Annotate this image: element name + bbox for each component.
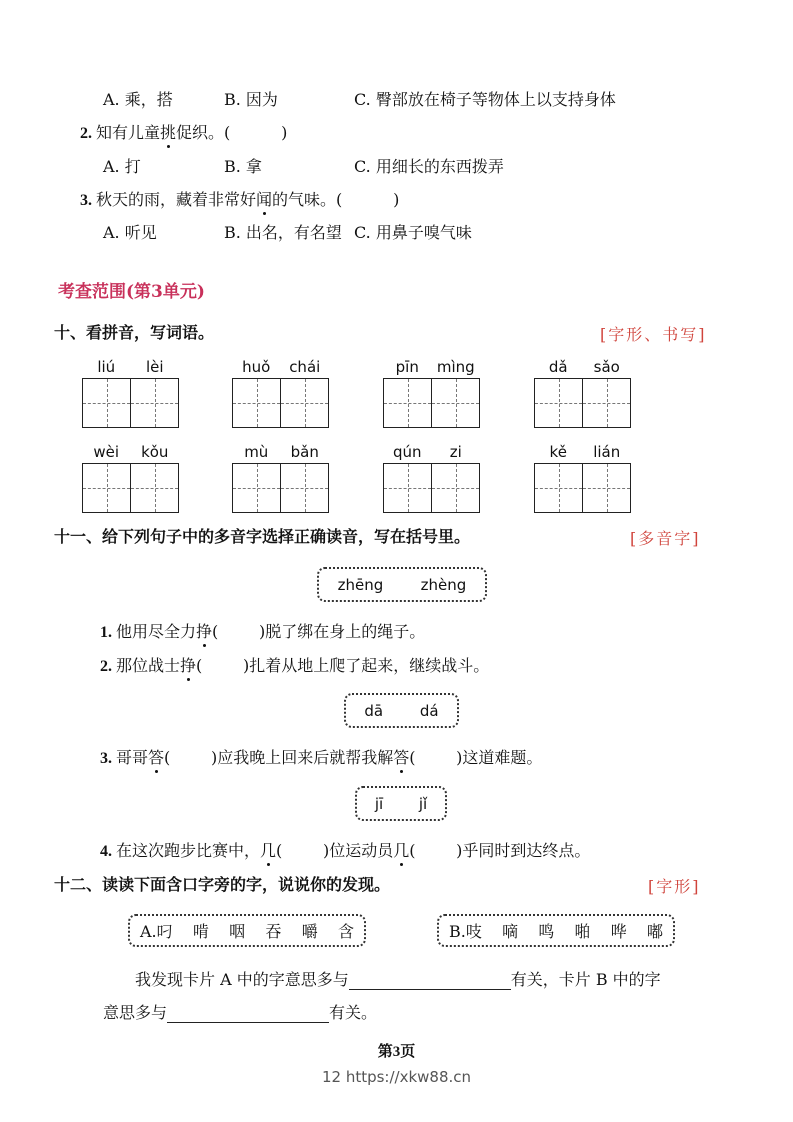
sentence-text: 的气味。( ): [272, 190, 400, 209]
sentence-text: ( )位运动员: [276, 841, 394, 860]
question-2: [80, 123, 287, 144]
s10-heading: 十、看拼音，写词语。: [54, 323, 215, 342]
pinyin-syllable: lèi: [145, 358, 164, 376]
pinyin-choice: dā: [364, 701, 384, 720]
question-number: 2.: [100, 658, 116, 675]
sentence-text: 知有儿童: [96, 123, 161, 142]
pinyin-syllable: pīn: [395, 358, 419, 376]
pinyin-syllable: liú: [97, 358, 116, 376]
pinyin-choice: dá: [419, 701, 439, 720]
answer-blank-b[interactable]: [167, 1004, 329, 1023]
tian-zi-ge-cell[interactable]: [535, 464, 582, 512]
word-writing-box: [534, 358, 631, 428]
discovery-line-1: [135, 970, 661, 990]
word-writing-box: [383, 358, 480, 428]
tian-zi-ge-cell[interactable]: [130, 464, 178, 512]
sentence-text: 哥哥: [116, 748, 149, 767]
word-writing-box: [534, 443, 631, 513]
pinyin-choice: jǐ: [418, 794, 428, 813]
emphasized-char: 答: [393, 748, 410, 767]
pinyin-syllable: zi: [449, 443, 462, 461]
text: 有关，卡片 B 中的字: [510, 970, 661, 989]
pinyin-syllable: mù: [244, 443, 269, 461]
discovery-line-2: [103, 1003, 377, 1023]
q1-option-a: A. 乘，搭: [103, 90, 173, 109]
pinyin-choice: zhèng: [420, 575, 467, 594]
pinyin-syllable: kǒu: [141, 443, 169, 461]
tian-zi-ge-cell[interactable]: [582, 464, 630, 512]
text: 我发现卡片 A 中的字意思多与: [135, 970, 349, 989]
pinyin-syllable: wèi: [93, 443, 120, 461]
card-character: 咽: [229, 922, 246, 941]
tian-zi-ge-cell[interactable]: [83, 464, 130, 512]
emphasized-char: 闻: [256, 190, 273, 209]
sentence-text: 在这次跑步比赛中，: [116, 841, 261, 860]
s11-tag: [多音字]: [630, 529, 701, 548]
card-character: 啃: [192, 922, 209, 941]
tian-zi-ge-cell[interactable]: [431, 464, 479, 512]
q2-option-b: B. 拿: [224, 157, 262, 176]
pinyin-choice: jī: [374, 794, 384, 813]
pinyin-syllable: kě: [549, 443, 567, 461]
pinyin-choice-box-2: [344, 693, 459, 728]
q1-option-b: B. 因为: [224, 90, 278, 109]
q2-option-c: C. 用细长的东西拨弄: [354, 157, 504, 176]
pinyin-syllable: sǎo: [593, 358, 620, 376]
emphasized-char: 挣: [196, 622, 213, 641]
word-writing-box: [82, 443, 179, 513]
card-a: [128, 914, 366, 947]
q2-option-a: A. 打: [103, 157, 141, 176]
text: 有关。: [329, 1003, 378, 1022]
s10-tag: [字形、书写]: [600, 325, 707, 344]
pinyin-syllable: mìng: [436, 358, 475, 376]
pinyin-syllable: huǒ: [242, 358, 271, 376]
sentence-text: ( )扎着从地上爬了起来，继续战斗。: [196, 656, 490, 675]
sentence-text: ( )脱了绑在身上的绳子。: [212, 622, 426, 641]
tian-zi-ge-cell[interactable]: [582, 379, 630, 427]
sentence-text: 促织。( ): [176, 123, 288, 142]
question-number: 1.: [100, 624, 116, 641]
sentence-text: 他用尽全力: [116, 622, 197, 641]
tian-zi-ge-cell[interactable]: [535, 379, 582, 427]
tian-zi-ge-cell[interactable]: [233, 464, 280, 512]
card-character: 嘀: [502, 922, 519, 941]
card-character: 哗: [610, 922, 627, 941]
tian-zi-ge-cell[interactable]: [384, 464, 431, 512]
sentence-text: 那位战士: [116, 656, 181, 675]
answer-blank-a[interactable]: [349, 971, 511, 990]
emphasized-char: 挑: [160, 123, 177, 142]
question-number: 2.: [80, 125, 96, 142]
tian-zi-ge-cell[interactable]: [431, 379, 479, 427]
card-character: 含: [337, 922, 354, 941]
card-character: A.叼: [140, 922, 173, 941]
tian-zi-ge-cell[interactable]: [384, 379, 431, 427]
section-title: 考查范围(第3单元): [58, 282, 205, 302]
question-number: 3.: [100, 750, 116, 767]
sentence-text: ( )这道难题。: [409, 748, 543, 767]
sentence-text: 秋天的雨，藏着非常好: [96, 190, 257, 209]
sentence-2: [100, 656, 489, 677]
pinyin-syllable: qún: [392, 443, 422, 461]
card-character: 吞: [265, 922, 282, 941]
sentence-text: ( )应我晚上回来后就帮我解: [164, 748, 394, 767]
text: 意思多与: [103, 1003, 168, 1022]
card-character: 嚼: [301, 922, 318, 941]
pinyin-syllable: lián: [593, 443, 621, 461]
tian-zi-ge-cell[interactable]: [130, 379, 178, 427]
card-character: 啪: [574, 922, 591, 941]
s12-tag: [字形]: [648, 877, 701, 896]
card-character: 嘟: [646, 922, 663, 941]
q1-option-c: C. 臀部放在椅子等物体上以支持身体: [354, 90, 616, 109]
card-character: 鸣: [538, 922, 555, 941]
s12-heading: 十二、读读下面含口字旁的字，说说你的发现。: [54, 875, 391, 894]
q3-option-b: B. 出名，有名望: [224, 223, 342, 242]
tian-zi-ge-cell[interactable]: [233, 379, 280, 427]
q3-option-a: A. 听见: [103, 223, 157, 242]
tian-zi-ge-cell[interactable]: [280, 379, 328, 427]
emphasized-char: 几: [260, 841, 277, 860]
sentence-1: [100, 622, 425, 643]
sentence-text: ( )乎同时到达终点。: [409, 841, 591, 860]
emphasized-char: 答: [148, 748, 165, 767]
question-number: 4.: [100, 843, 116, 860]
tian-zi-ge-cell[interactable]: [280, 464, 328, 512]
word-writing-box: [383, 443, 480, 513]
page-number: 第3页: [377, 1044, 416, 1060]
pinyin-syllable: bǎn: [290, 443, 319, 461]
pinyin-syllable: dǎ: [548, 358, 568, 376]
emphasized-char: 挣: [180, 656, 197, 675]
question-3: [80, 190, 399, 211]
sentence-4: [100, 841, 590, 862]
sentence-3: [100, 748, 542, 769]
q3-option-c: C. 用鼻子嗅气味: [354, 223, 472, 242]
pinyin-syllable: chái: [289, 358, 321, 376]
card-character: B.吱: [449, 922, 482, 941]
pinyin-choice-box-3: [355, 786, 447, 821]
word-writing-box: [232, 443, 329, 513]
emphasized-char: 几: [393, 841, 410, 860]
pinyin-choice: zhēng: [337, 575, 384, 594]
question-number: 3.: [80, 192, 96, 209]
s11-heading: 十一、给下列句子中的多音字选择正确读音，写在括号里。: [54, 527, 471, 546]
word-writing-box: [82, 358, 179, 428]
card-b: [437, 914, 675, 947]
tian-zi-ge-cell[interactable]: [83, 379, 130, 427]
word-writing-box: [232, 358, 329, 428]
watermark-url: 12 https://xkw88.cn: [321, 1068, 472, 1086]
pinyin-choice-box-1: [317, 567, 487, 602]
